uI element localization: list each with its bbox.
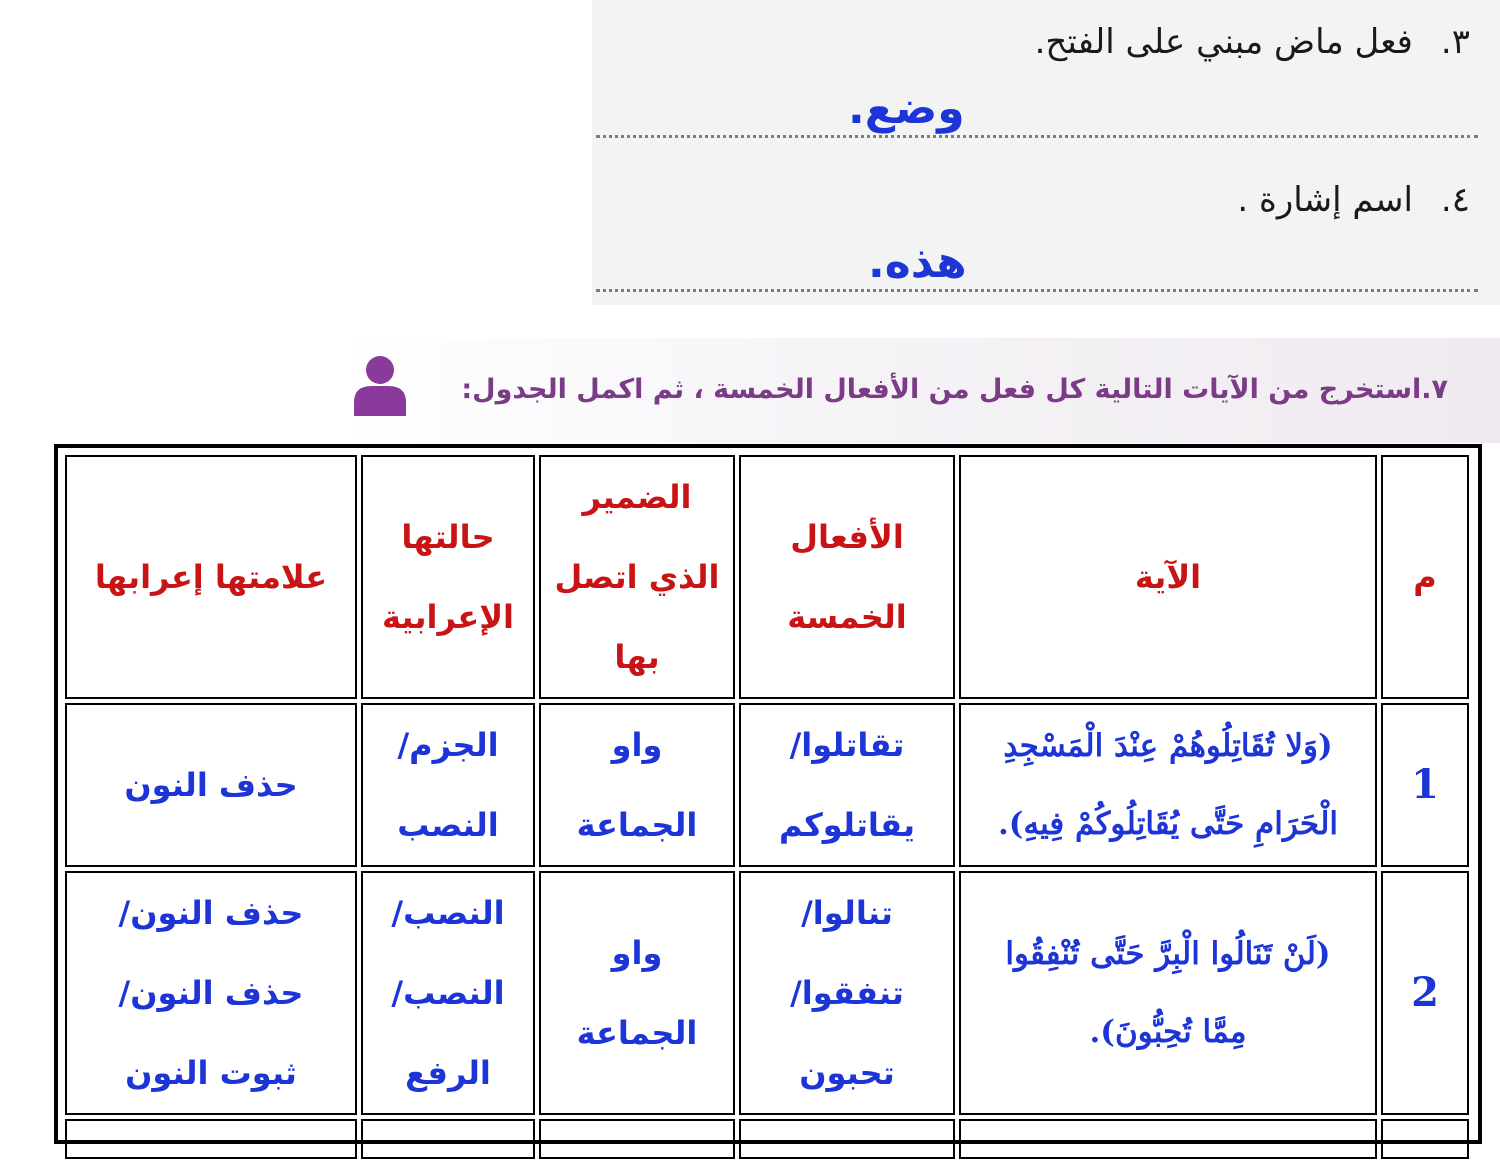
- table-row: [65, 1119, 1469, 1159]
- cut-off-cell: [739, 1119, 955, 1159]
- pronoun-cell: [539, 703, 735, 867]
- verb-line: تقاتلوا/: [789, 726, 905, 764]
- pronoun-line: واو: [611, 934, 663, 972]
- sign-line: حذف النون/: [118, 894, 304, 932]
- case-cell: [361, 703, 535, 867]
- sign-cell: [65, 871, 357, 1115]
- header-case-line: حالتها: [401, 518, 495, 556]
- verbs-cell: [739, 871, 955, 1115]
- verb-line: تنفقوا/: [790, 974, 904, 1012]
- header-pronoun-line: الضمير: [582, 478, 692, 516]
- sign-line: حذف النون/: [118, 974, 304, 1012]
- verb-line: تحبون: [799, 1054, 895, 1092]
- answer-line-4[interactable]: [596, 232, 1478, 292]
- header-case: [361, 455, 535, 699]
- table-row: [65, 703, 1469, 867]
- cut-off-cell: [361, 1119, 535, 1159]
- question-number: ٣.: [1440, 22, 1470, 62]
- cut-off-cell: [65, 1119, 357, 1159]
- instruction-text: ٧.استخرج من الآيات التالية كل فعل من الأفعال الخمسة ، ثم اكمل الجدول:: [461, 374, 1448, 405]
- person-icon: [352, 352, 408, 416]
- question-text: فعل ماض مبني على الفتح.: [1034, 22, 1413, 62]
- verbs-cell: [739, 703, 955, 867]
- question-4: [1237, 180, 1470, 220]
- cut-off-cell: [539, 1119, 735, 1159]
- pronoun-cell: [539, 871, 735, 1115]
- header-pronoun-line: الذي اتصل: [554, 558, 720, 596]
- row-number: 2: [1381, 871, 1469, 1115]
- ayah-cell: [959, 703, 1377, 867]
- header-ayah: الآية: [959, 455, 1377, 699]
- case-line: الرفع: [405, 1054, 491, 1092]
- pronoun-line: الجماعة: [576, 806, 698, 844]
- header-verbs-line: الخمسة: [787, 598, 907, 636]
- ayah-line: (وَلا تُقَاتِلُوهُمْ عِنْدَ الْمَسْجِدِ: [1003, 728, 1333, 764]
- pronoun-line: واو: [611, 726, 663, 764]
- header-case-line: الإعرابية: [381, 598, 514, 636]
- grammar-table: [54, 444, 1482, 1144]
- header-sign: علامتها إعرابها: [65, 455, 357, 699]
- question-text: اسم إشارة .: [1237, 180, 1413, 220]
- table: [61, 451, 1473, 1163]
- cut-off-cell: [1381, 1119, 1469, 1159]
- header-verbs-line: الأفعال: [790, 518, 904, 556]
- verb-line: يقاتلوكم: [779, 806, 915, 844]
- dotted-line: [596, 289, 1478, 292]
- table-row: [65, 871, 1469, 1115]
- ayah-cell: [959, 871, 1377, 1115]
- question-3: [1035, 22, 1470, 62]
- answer-text: وضع.: [844, 83, 969, 134]
- header-num: م: [1381, 455, 1469, 699]
- ayah-line: مِمَّا تُحِبُّونَ).: [1089, 1014, 1247, 1050]
- row-number: 1: [1381, 703, 1469, 867]
- sign-cell: [65, 703, 357, 867]
- instruction-banner: [342, 338, 1500, 443]
- header-pronoun-line: بها: [614, 638, 660, 676]
- answer-text: هذه.: [864, 237, 971, 288]
- dotted-line: [596, 135, 1478, 138]
- case-line: الجزم/: [397, 726, 499, 764]
- header-verbs: [739, 455, 955, 699]
- ayah-line: (لَنْ تَنَالُوا الْبِرَّ حَتَّى تُنْفِقُوا: [1005, 936, 1331, 972]
- answer-line-3[interactable]: [596, 78, 1478, 138]
- case-line: النصب/: [391, 894, 505, 932]
- case-line: النصب/: [391, 974, 505, 1012]
- case-cell: [361, 871, 535, 1115]
- table-header-row: [65, 455, 1469, 699]
- ayah-line: الْحَرَامِ حَتَّى يُقَاتِلُوكُمْ فِيهِ).: [997, 806, 1339, 842]
- header-pronoun: [539, 455, 735, 699]
- verb-line: تنالوا/: [801, 894, 893, 932]
- case-line: النصب: [397, 806, 499, 844]
- cut-off-cell: [959, 1119, 1377, 1159]
- question-number: ٤.: [1440, 180, 1470, 220]
- sign-line: ثبوت النون: [125, 1054, 297, 1092]
- pronoun-line: الجماعة: [576, 1014, 698, 1052]
- sign-line: حذف النون: [124, 766, 298, 804]
